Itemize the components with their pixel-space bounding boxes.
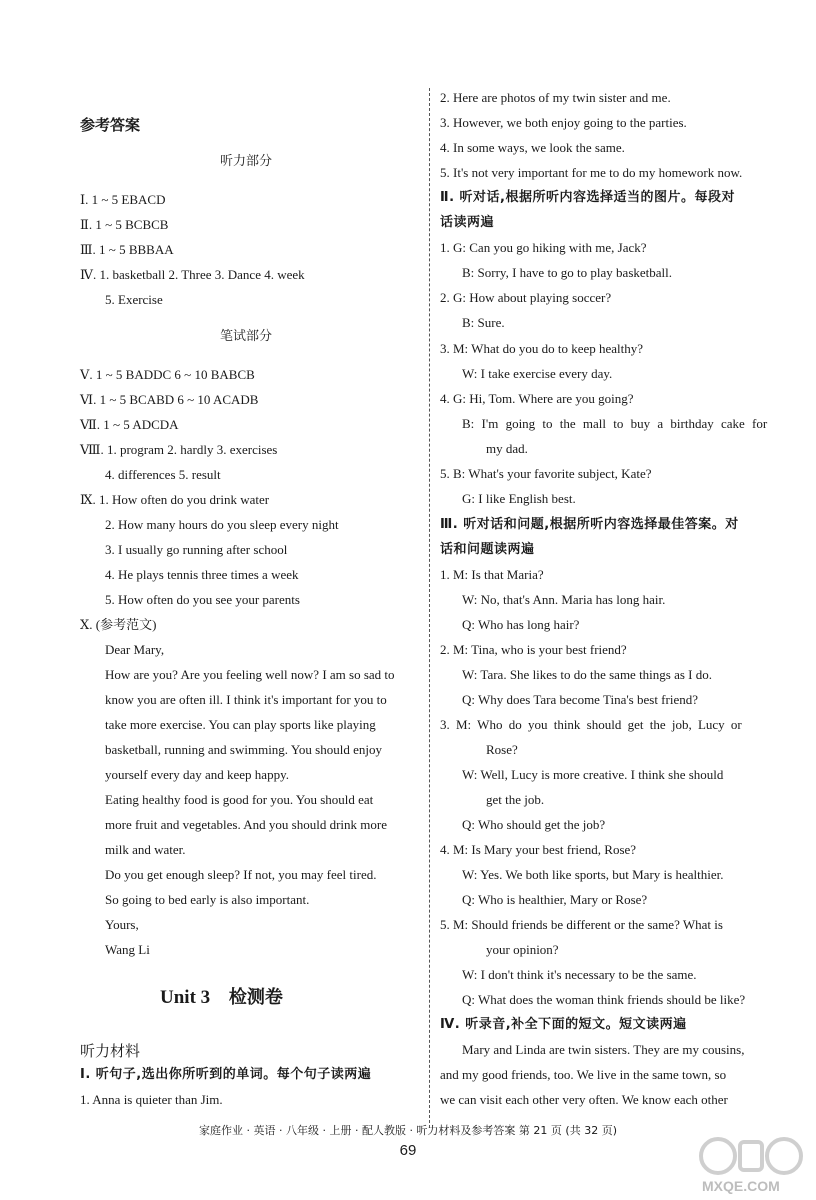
sentence-line: 5. It's not very important for me to do my homework now. [440, 165, 743, 180]
dialogue-line: B: I'm going to the mall to buy a birthday cake for [462, 416, 768, 431]
dialogue-line: 2. G: How about playing soccer? [440, 290, 612, 305]
section-3-heading-cont: 话和问题读两遍 [440, 542, 535, 557]
answer-line-9e: 5. How often do you see your parents [105, 592, 300, 607]
page-footer: 家庭作业 · 英语 · 八年级 · 上册 · 配人教版 · 听力材料及参考答案 第 21 页 (共 32 页) [198, 1124, 617, 1137]
section-4-heading: Ⅳ. 听录音,补全下面的短文。短文读两遍 [440, 1017, 687, 1032]
unit-test-label: 检测卷 [228, 987, 283, 1008]
letter-line: So going to bed early is also important. [105, 892, 310, 907]
answer-line-6: Ⅵ. 1 ~ 5 BCABD 6 ~ 10 ACADB [80, 392, 259, 407]
answer-line-1: Ⅰ. 1 ~ 5 EBACD [80, 192, 166, 207]
answers-title: 参考答案 [80, 116, 141, 134]
answer-line-3: Ⅲ. 1 ~ 5 BBBAA [80, 242, 174, 257]
passage-line: and my good friends, too. We live in the same town, so [440, 1067, 727, 1082]
question-line: Q: Who should get the job? [462, 817, 606, 832]
dialogue-line: G: I like English best. [462, 491, 576, 506]
question-line: 1. M: Is that Maria? [440, 567, 544, 582]
letter-line: Yours, [105, 917, 139, 932]
sentence-line: 4. In some ways, we look the same. [440, 140, 625, 155]
letter-line: basketball, running and swimming. You should enjoy [105, 742, 382, 757]
question-line: Q: Who has long hair? [462, 617, 580, 632]
answer-line-4b: 5. Exercise [105, 292, 163, 307]
question-line: W: Tara. She likes to do the same things as I do. [462, 667, 713, 682]
question-line: get the job. [486, 792, 545, 807]
letter-line: How are you? Are you feeling well now? I am so sad to [105, 667, 395, 682]
question-line: Q: Why does Tara become Tina's best friend? [462, 692, 698, 707]
unit-title [160, 986, 283, 1010]
answer-line-9c: 3. I usually go running after school [105, 542, 288, 557]
written-part-heading: 笔试部分 [220, 329, 273, 344]
question-line: 4. M: Is Mary your best friend, Rose? [440, 842, 637, 857]
sentence-1: 1. Anna is quieter than Jim. [80, 1092, 223, 1107]
section-3-heading: Ⅲ. 听对话和问题,根据所听内容选择最佳答案。对 [440, 517, 739, 532]
dialogue-line: W: I take exercise every day. [462, 366, 613, 381]
dialogue-line: 5. B: What's your favorite subject, Kate? [440, 466, 652, 481]
question-line: Rose? [486, 742, 518, 757]
passage-line: Mary and Linda are twin sisters. They are my cousins, [462, 1042, 745, 1057]
watermark [696, 1134, 806, 1194]
question-line: 2. M: Tina, who is your best friend? [440, 642, 627, 657]
dialogue-line: my dad. [486, 441, 528, 456]
answer-line-5: Ⅴ. 1 ~ 5 BADDC 6 ~ 10 BABCB [80, 367, 255, 382]
section-2-heading: Ⅱ. 听对话,根据所听内容选择适当的图片。每段对 [440, 190, 735, 205]
question-line: W: I don't think it's necessary to be the same. [462, 967, 697, 982]
answer-line-4: Ⅳ. 1. basketball 2. Three 3. Dance 4. week [80, 267, 305, 282]
letter-line: Dear Mary, [105, 642, 165, 657]
question-line: Q: Who is healthier, Mary or Rose? [462, 892, 648, 907]
unit-number: Unit 3 [160, 987, 211, 1008]
letter-line: Do you get enough sleep? If not, you may feel tired. [105, 867, 377, 882]
watermark-text: MXQE.COM [702, 1178, 780, 1194]
question-line: W: Well, Lucy is more creative. I think she should [462, 767, 724, 782]
dialogue-line: 4. G: Hi, Tom. Where are you going? [440, 391, 634, 406]
page-number: 69 [399, 1142, 417, 1159]
dialogue-line: 3. M: What do you do to keep healthy? [440, 341, 644, 356]
answer-line-9b: 2. How many hours do you sleep every night [105, 517, 339, 532]
question-line: your opinion? [486, 942, 559, 957]
answer-line-8a: Ⅷ. 1. program 2. hardly 3. exercises [80, 442, 278, 457]
answer-line-7: Ⅶ. 1 ~ 5 ADCDA [80, 417, 179, 432]
letter-line: yourself every day and keep happy. [105, 767, 289, 782]
letter-line: know you are often ill. I think it's important for you to [105, 692, 387, 707]
letter-line: more fruit and vegetables. And you should drink more [105, 817, 387, 832]
letter-line: Eating healthy food is good for you. You should eat [105, 792, 374, 807]
sentence-line: 2. Here are photos of my twin sister and me. [440, 90, 671, 105]
answer-line-10: Ⅹ. (参考范文) [80, 617, 157, 632]
letter-line: Wang Li [105, 942, 150, 957]
question-line: W: No, that's Ann. Maria has long hair. [462, 592, 666, 607]
dialogue-line: B: Sure. [462, 315, 505, 330]
listening-part-heading: 听力部分 [220, 154, 273, 169]
dialogue-line: 1. G: Can you go hiking with me, Jack? [440, 240, 647, 255]
section-2-heading-cont: 话读两遍 [440, 215, 495, 230]
question-line: 5. M: Should friends be different or the same? What is [440, 917, 723, 932]
answer-line-9d: 4. He plays tennis three times a week [105, 567, 299, 582]
sentence-line: 3. However, we both enjoy going to the parties. [440, 115, 687, 130]
passage-line: we can visit each other very often. We know each other [440, 1092, 728, 1107]
listening-material-heading: 听力材料 [80, 1042, 141, 1060]
question-line: 3. M: Who do you think should get the job, Lucy or [440, 717, 742, 732]
question-line: Q: What does the woman think friends should be like? [462, 992, 746, 1007]
dialogue-line: B: Sorry, I have to go to play basketball. [462, 265, 673, 280]
column-divider [429, 88, 430, 1128]
answer-circle-logo-icon [696, 1134, 806, 1178]
question-line: W: Yes. We both like sports, but Mary is healthier. [462, 867, 724, 882]
letter-line: milk and water. [105, 842, 186, 857]
letter-line: take more exercise. You can play sports like playing [105, 717, 376, 732]
answer-line-8b: 4. differences 5. result [105, 467, 221, 482]
answer-line-2: Ⅱ. 1 ~ 5 BCBCB [80, 217, 169, 232]
section-1-heading: Ⅰ. 听句子,选出你所听到的单词。每个句子读两遍 [80, 1067, 372, 1082]
answer-line-9a: Ⅸ. 1. How often do you drink water [80, 492, 270, 507]
